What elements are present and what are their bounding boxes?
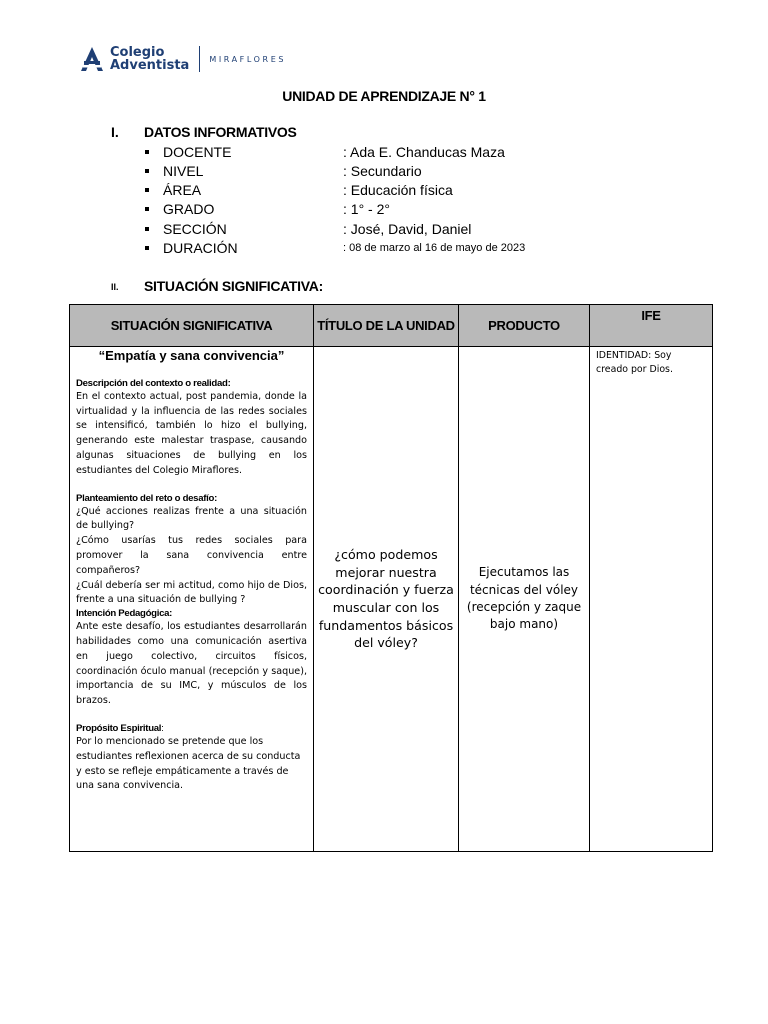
- info-value: : 08 de marzo al 16 de mayo de 2023: [343, 241, 526, 254]
- info-row-nivel: [145, 161, 422, 180]
- section-2-title: SITUACIÓN SIGNIFICATIVA:: [144, 278, 323, 294]
- info-row-duracion: [145, 238, 525, 257]
- info-value: : Educación física: [343, 181, 453, 198]
- school-name: [110, 46, 189, 72]
- bullet-icon: [145, 150, 149, 154]
- info-label: GRADO: [163, 200, 215, 217]
- logo-line-1: Colegio: [110, 45, 165, 60]
- ife-text: IDENTIDAD: Soy creado por Dios.: [596, 350, 673, 375]
- contexto-label: Descripción del contexto o realidad:: [76, 377, 231, 389]
- producto-cell: [459, 347, 590, 852]
- proposito-label: Propósito Espiritual: [76, 722, 162, 734]
- proposito-text: Por lo mencionado se pretende que los estudiantes reflexionen acerca de su conducta y esto se refleje empáticamente a través de una sana convivencia.: [76, 735, 301, 792]
- section-2-number: II.: [111, 282, 119, 292]
- bullet-icon: [145, 227, 149, 231]
- bullet-icon: [145, 188, 149, 192]
- intencion-label: Intención Pedagógica:: [76, 608, 173, 620]
- bullet-icon: [145, 246, 149, 250]
- situation-table: [69, 304, 713, 852]
- titulo-unidad: ¿cómo podemos mejorar nuestra coordinación y fuerza muscular con los fundamentos básicos del vóley?: [318, 547, 454, 651]
- info-row-area: [145, 180, 453, 199]
- reto-question-1: ¿Qué acciones realizas frente a una situación de bullying?: [76, 505, 307, 532]
- header-ife: IFE: [590, 305, 713, 347]
- reto-label: Planteamiento del reto o desafío:: [76, 492, 217, 504]
- header-situacion: SITUACIÓN SIGNIFICATIVA: [70, 305, 314, 347]
- intencion-text: Ante este desafío, los estudiantes desarrollarán habilidades como una comunicación asertiva en juego colectivo, circuitos físicos, coordinación óculo manual (recepción y saque), importancia de su IMC, y músculos de los brazos.: [76, 621, 307, 707]
- campus-name: MIRAFLORES: [209, 54, 287, 64]
- info-row-seccion: [145, 219, 471, 238]
- proposito-label-line: [76, 723, 307, 735]
- situacion-cell: [70, 347, 314, 852]
- section-1-number: I.: [111, 124, 119, 140]
- ife-cell: [590, 347, 713, 852]
- bullet-icon: [145, 207, 149, 211]
- info-label: NIVEL: [163, 162, 204, 179]
- info-value: : Secundario: [343, 162, 422, 179]
- header-producto: PRODUCTO: [459, 305, 590, 347]
- logo-divider: [199, 46, 200, 72]
- contexto-text: En el contexto actual, post pandemia, donde la virtualidad y la influencia de las redes sociales se intensificó, también lo hizo el bullying, generando este malestar traspase, causando algunas situaciones de bullying en los estudiantes del Colegio Miraflores.: [76, 390, 307, 476]
- producto-text: Ejecutamos las técnicas del vóley (recepción y zaque bajo mano): [466, 565, 582, 632]
- school-logo: [80, 44, 286, 74]
- bullet-icon: [145, 169, 149, 173]
- info-value: : 1° - 2°: [343, 200, 390, 217]
- section-1-title: DATOS INFORMATIVOS: [144, 124, 297, 140]
- info-label: SECCIÓN: [163, 220, 227, 237]
- school-emblem-icon: [80, 46, 104, 72]
- reto-question-3: ¿Cuál debería ser mi actitud, como hijo de Dios, frente a una situación de bullying ?: [76, 579, 307, 606]
- document-title: UNIDAD DE APRENDIZAJE N° 1: [282, 88, 486, 104]
- info-value: : José, David, Daniel: [343, 220, 472, 237]
- logo-line-2: Adventista: [110, 58, 190, 73]
- info-label: ÁREA: [163, 181, 202, 198]
- header-titulo: TÍTULO DE LA UNIDAD: [314, 305, 459, 347]
- table-header-row: [70, 305, 713, 347]
- info-row-grado: [145, 199, 390, 218]
- info-value: : Ada E. Chanducas Maza: [343, 143, 505, 160]
- titulo-cell: [314, 347, 459, 852]
- table-row: [70, 347, 713, 852]
- info-label: DURACIÓN: [163, 239, 238, 256]
- reto-question-2: ¿Cómo usarías tus redes sociales para promover la sana convivencia entre compañeros?: [76, 535, 307, 576]
- proposito-colon: :: [161, 722, 164, 734]
- situacion-heading: “Empatía y sana convivencia”: [98, 348, 285, 363]
- info-label: DOCENTE: [163, 143, 232, 160]
- info-row-docente: [145, 142, 505, 161]
